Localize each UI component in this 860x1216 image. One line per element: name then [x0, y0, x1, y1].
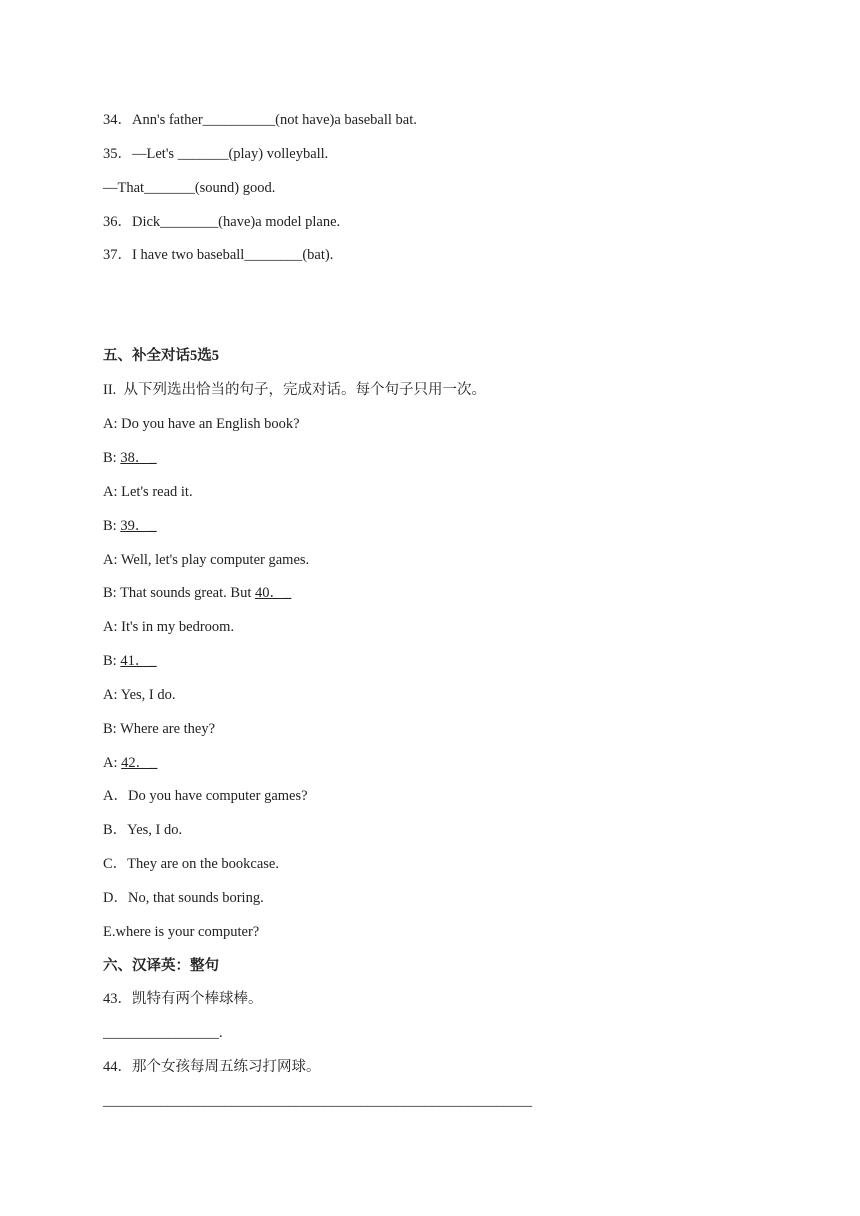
dialogue-line-2	[103, 449, 157, 467]
question-35-reply: —That_______(sound) good.	[103, 180, 276, 196]
speaker-label: B:	[103, 518, 121, 534]
section-5-title: 五、补全对话5选5	[103, 348, 219, 364]
blank-40[interactable]: 40．_	[254, 585, 292, 601]
question-36: 36．Dick________(have)a model plane.	[103, 214, 341, 230]
dialogue-line-6	[103, 584, 291, 602]
question-44: 44．那个女孩每周五练习打网球。	[103, 1059, 321, 1075]
option-e: E.where is your computer?	[103, 924, 260, 940]
option-a: A．Do you have computer games?	[103, 788, 308, 804]
question-37: 37．I have two baseball________(bat).	[103, 247, 334, 263]
speaker-label: B:	[103, 653, 121, 669]
dialogue-line-7: A: It's in my bedroom.	[103, 619, 235, 635]
blank-38[interactable]: 38．_	[120, 450, 157, 466]
dialogue-line-1: A: Do you have an English book?	[103, 416, 300, 432]
section-6-title: 六、汉译英：整句	[103, 958, 219, 974]
option-b: B．Yes, I do.	[103, 822, 183, 838]
blank-39[interactable]: 39．_	[120, 518, 157, 534]
dialogue-line-10: B: Where are they?	[103, 721, 216, 737]
answer-line-43[interactable]: ________________.	[103, 1025, 223, 1041]
question-35: 35．—Let's _______(play) volleyball.	[103, 146, 329, 162]
dialogue-line-4	[103, 517, 157, 535]
answer-line-44[interactable]: ____________________________________________________________	[103, 1093, 533, 1109]
blank-42[interactable]: 42．_	[121, 755, 158, 771]
dialogue-line-8	[103, 652, 157, 670]
dialogue-line-9: A: Yes, I do.	[103, 687, 176, 703]
blank-41[interactable]: 41．_	[120, 653, 157, 669]
dialogue-line-3: A: Let's read it.	[103, 484, 193, 500]
question-43: 43．凯特有两个棒球棒。	[103, 991, 263, 1007]
option-c: C．They are on the bookcase.	[103, 856, 279, 872]
dialogue-text: B: That sounds great. But	[103, 585, 255, 601]
dialogue-line-5: A: Well, let's play computer games.	[103, 552, 310, 568]
speaker-label: A:	[103, 755, 122, 771]
option-d: D．No, that sounds boring.	[103, 890, 264, 906]
dialogue-line-11	[103, 754, 157, 772]
question-34: 34．Ann's father__________(not have)a baseball bat.	[103, 112, 417, 128]
section-5-instruction: II. 从下列选出恰当的句子，完成对话。每个句子只用一次。	[103, 382, 487, 398]
speaker-label: B:	[103, 450, 121, 466]
